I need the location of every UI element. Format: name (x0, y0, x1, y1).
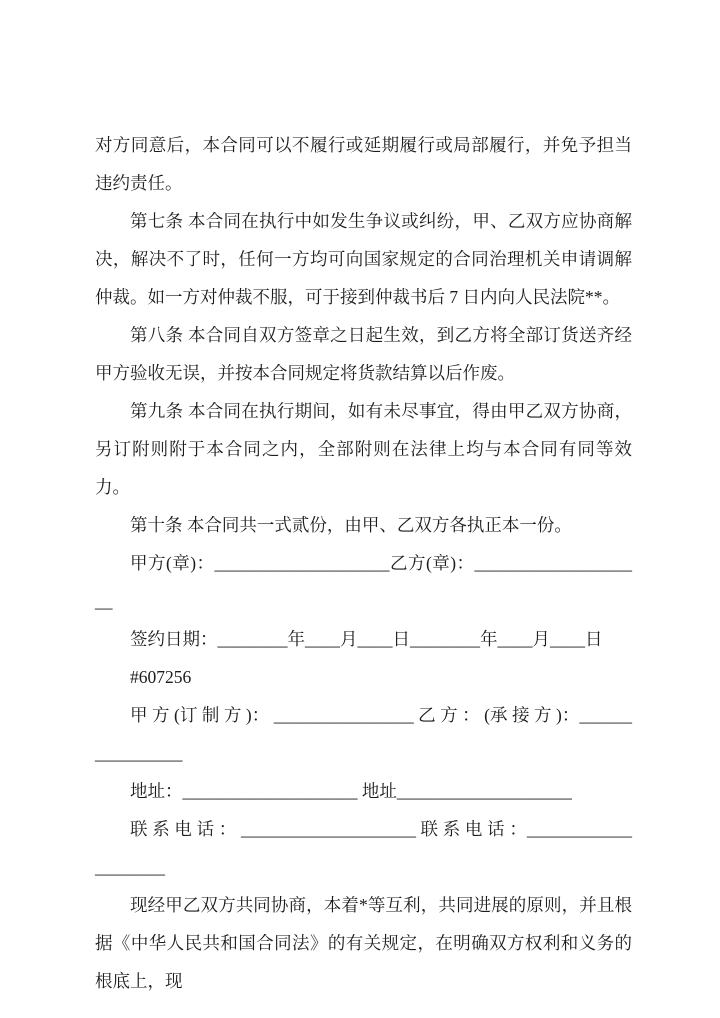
paragraph: 甲方(章)：____________________乙方(章)：____________________ (95, 553, 632, 611)
paragraph: 第十条 本合同共一式贰份，由甲、乙双方各执正本一份。 (130, 515, 572, 535)
paragraph: 甲 方 (订 制 方 )： ________________ 乙 方 ： (承 接 方 )：________________ (95, 705, 632, 763)
paragraph: 联 系 电 话 ： ____________________ 联 系 电 话 ：____________________ (95, 819, 632, 877)
paragraph: 现经甲乙双方共同协商，本着*等互利，共同进展的原则，并且根据《中华人民共和国合同法》的有关规定，在明确双方权利和义务的根底上，现 (95, 895, 632, 991)
paragraph: 第八条 本合同自双方签章之日起生效，到乙方将全部订货送齐经甲方验收无误，并按本合同规定将货款结算以后作废。 (95, 325, 632, 383)
paragraph: 对方同意后，本合同可以不履行或延期履行或局部履行，并免予担当违约责任。 (95, 135, 632, 193)
paragraph: 第九条 本合同在执行期间，如有未尽事宜，得由甲乙双方协商，另订附则附于本合同之内，全部附则在法律上均与本合同有同等效力。 (95, 401, 632, 497)
paragraph: 第七条 本合同在执行中如发生争议或纠纷，甲、乙双方应协商解决，解决不了时，任何一方均可向国家规定的合同治理机关申请调解仲裁。如一方对仲裁不服，可于接到仲裁书后 7 日内向人民法院**。 (95, 211, 632, 307)
paragraph: 地址：____________________ 地址____________________ (130, 781, 572, 801)
document-body (95, 126, 632, 1000)
paragraph: 签约日期：________年____月____日________年____月____日 (130, 629, 603, 649)
paragraph: #607256 (130, 667, 192, 687)
